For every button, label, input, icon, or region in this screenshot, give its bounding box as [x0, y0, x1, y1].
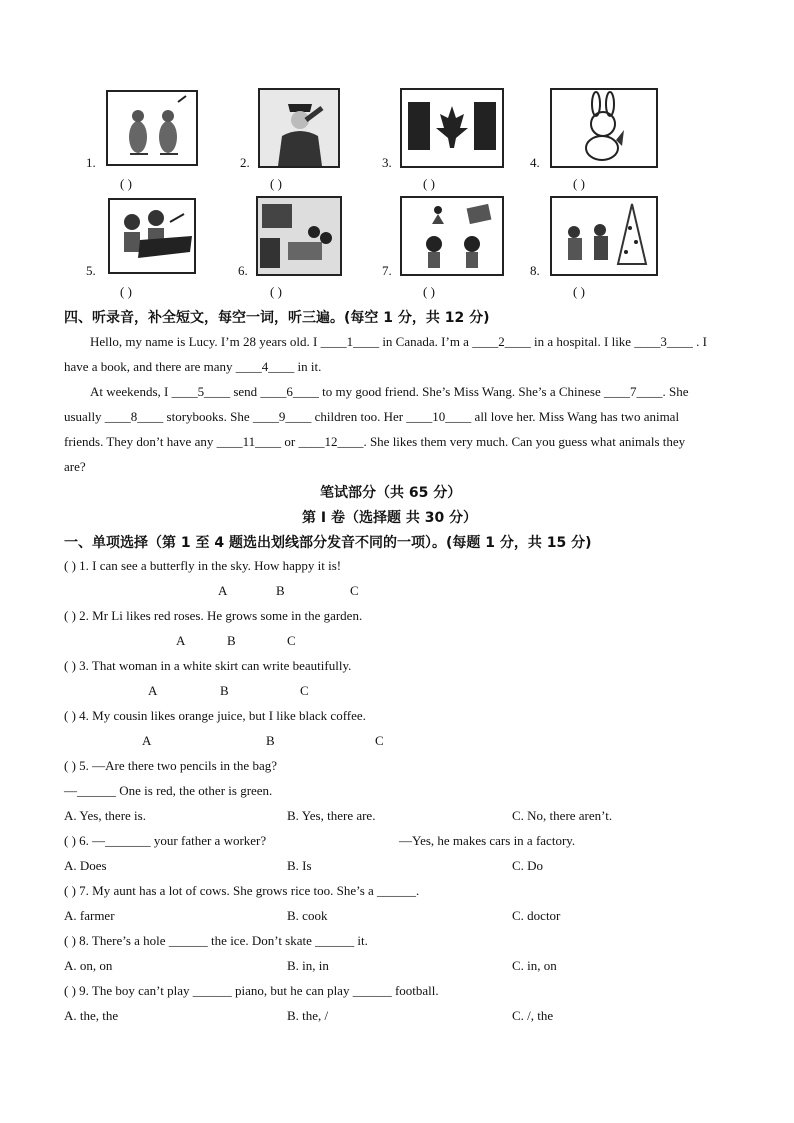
section-heading-listening: 四、听录音，补全短文，每空一词，听三遍。(每空 1 分，共 12 分) [64, 310, 490, 326]
answer-paren[interactable]: ( ) [423, 176, 435, 191]
picture-4 [550, 88, 658, 168]
volume-title: 第 I 卷（选择题 共 30 分） [302, 510, 478, 526]
question-4: ( ) 4. My cousin likes orange juice, but I like black coffee. [64, 708, 366, 723]
option-a[interactable]: A. on, on [64, 958, 113, 973]
picture-number: 4. [530, 155, 540, 170]
question-6-reply: —Yes, he makes cars in a factory. [399, 833, 576, 848]
option-letter: B [276, 583, 285, 598]
option-letter: A [218, 583, 228, 598]
picture-number: 6. [238, 263, 248, 278]
police-officer-icon [260, 90, 338, 166]
question-3: ( ) 3. That woman in a white skirt can write beautifully. [64, 658, 352, 673]
option-c[interactable]: C. /, the [512, 1008, 554, 1023]
picture-6 [256, 196, 342, 276]
option-c[interactable]: C. in, on [512, 958, 557, 973]
passage-line: usually ____8____ storybooks. She ____9____ children too. Her ____10____ all love her. Miss Wang has two animal [64, 409, 680, 424]
picture-5 [108, 198, 196, 274]
ballet-kids-icon [402, 198, 502, 274]
option-b[interactable]: B. in, in [287, 958, 329, 973]
option-letter: C [300, 683, 309, 698]
picture-8 [550, 196, 658, 276]
question-6: ( ) 6. —_______ your father a worker? [64, 833, 267, 848]
question-8: ( ) 8. There’s a hole ______ the ice. Don’t skate ______ it. [64, 933, 368, 948]
picture-number: 3. [382, 155, 392, 170]
question-9: ( ) 9. The boy can’t play ______ piano, but he can play ______ football. [64, 983, 439, 998]
written-part-title: 笔试部分（共 65 分） [320, 485, 462, 501]
option-b[interactable]: B. Yes, there are. [287, 808, 376, 823]
question-5-reply: —______ One is red, the other is green. [64, 783, 273, 798]
picture-1 [106, 90, 198, 166]
picture-7 [400, 196, 504, 276]
kids-playing-piano-icon [110, 200, 194, 272]
option-a[interactable]: A. Does [64, 858, 107, 873]
question-7: ( ) 7. My aunt has a lot of cows. She grows rice too. She’s a ______. [64, 883, 420, 898]
option-a[interactable]: A. the, the [64, 1008, 119, 1023]
answer-paren[interactable]: ( ) [573, 176, 585, 191]
answer-paren[interactable]: ( ) [270, 176, 282, 191]
option-letter: A [148, 683, 158, 698]
rabbit-icon [552, 90, 656, 166]
living-room-icon [258, 198, 340, 274]
two-kangaroos-icon [108, 92, 196, 164]
picture-number: 2. [240, 155, 250, 170]
passage-line: friends. They don’t have any ____11____ or ____12____. She likes them very much. Can you guess what animals they [64, 434, 686, 449]
option-letter: B [266, 733, 275, 748]
passage-line: At weekends, I ____5____ send ____6____ to my good friend. She’s Miss Wang. She’s a Chinese ____7____. She [90, 384, 689, 399]
option-letter: A [142, 733, 152, 748]
option-b[interactable]: B. the, / [287, 1008, 329, 1023]
picture-number: 5. [86, 263, 96, 278]
canada-flag-icon [402, 90, 502, 166]
option-letter: C [287, 633, 296, 648]
answer-paren[interactable]: ( ) [120, 176, 132, 191]
picture-number: 1. [86, 155, 96, 170]
option-a[interactable]: A. farmer [64, 908, 115, 923]
option-letter: C [350, 583, 359, 598]
question-1: ( ) 1. I can see a butterfly in the sky. How happy it is! [64, 558, 342, 573]
passage-line: have a book, and there are many ____4____ in it. [64, 359, 322, 374]
option-c[interactable]: C. No, there aren’t. [512, 808, 613, 823]
picture-2 [258, 88, 340, 168]
section-heading-choice: 一、单项选择（第 1 至 4 题选出划线部分发音不同的一项）。(每题 1 分，共 15 分) [64, 535, 592, 551]
christmas-tree-icon [552, 198, 656, 274]
answer-paren[interactable]: ( ) [120, 284, 132, 299]
picture-3 [400, 88, 504, 168]
option-letter: A [176, 633, 186, 648]
option-letter: B [220, 683, 229, 698]
answer-paren[interactable]: ( ) [573, 284, 585, 299]
passage-line: Hello, my name is Lucy. I’m 28 years old. I ____1____ in Canada. I’m a ____2____ in a hospital. I like ____3____ . I [90, 334, 707, 349]
question-5: ( ) 5. —Are there two pencils in the bag? [64, 758, 277, 773]
answer-paren[interactable]: ( ) [423, 284, 435, 299]
option-b[interactable]: B. cook [287, 908, 328, 923]
answer-paren[interactable]: ( ) [270, 284, 282, 299]
option-a[interactable]: A. Yes, there is. [64, 808, 146, 823]
question-2: ( ) 2. Mr Li likes red roses. He grows some in the garden. [64, 608, 363, 623]
picture-number: 7. [382, 263, 392, 278]
option-c[interactable]: C. doctor [512, 908, 561, 923]
option-c[interactable]: C. Do [512, 858, 544, 873]
option-b[interactable]: B. Is [287, 858, 312, 873]
picture-number: 8. [530, 263, 540, 278]
option-letter: B [227, 633, 236, 648]
option-letter: C [375, 733, 384, 748]
passage-line: are? [64, 459, 86, 474]
